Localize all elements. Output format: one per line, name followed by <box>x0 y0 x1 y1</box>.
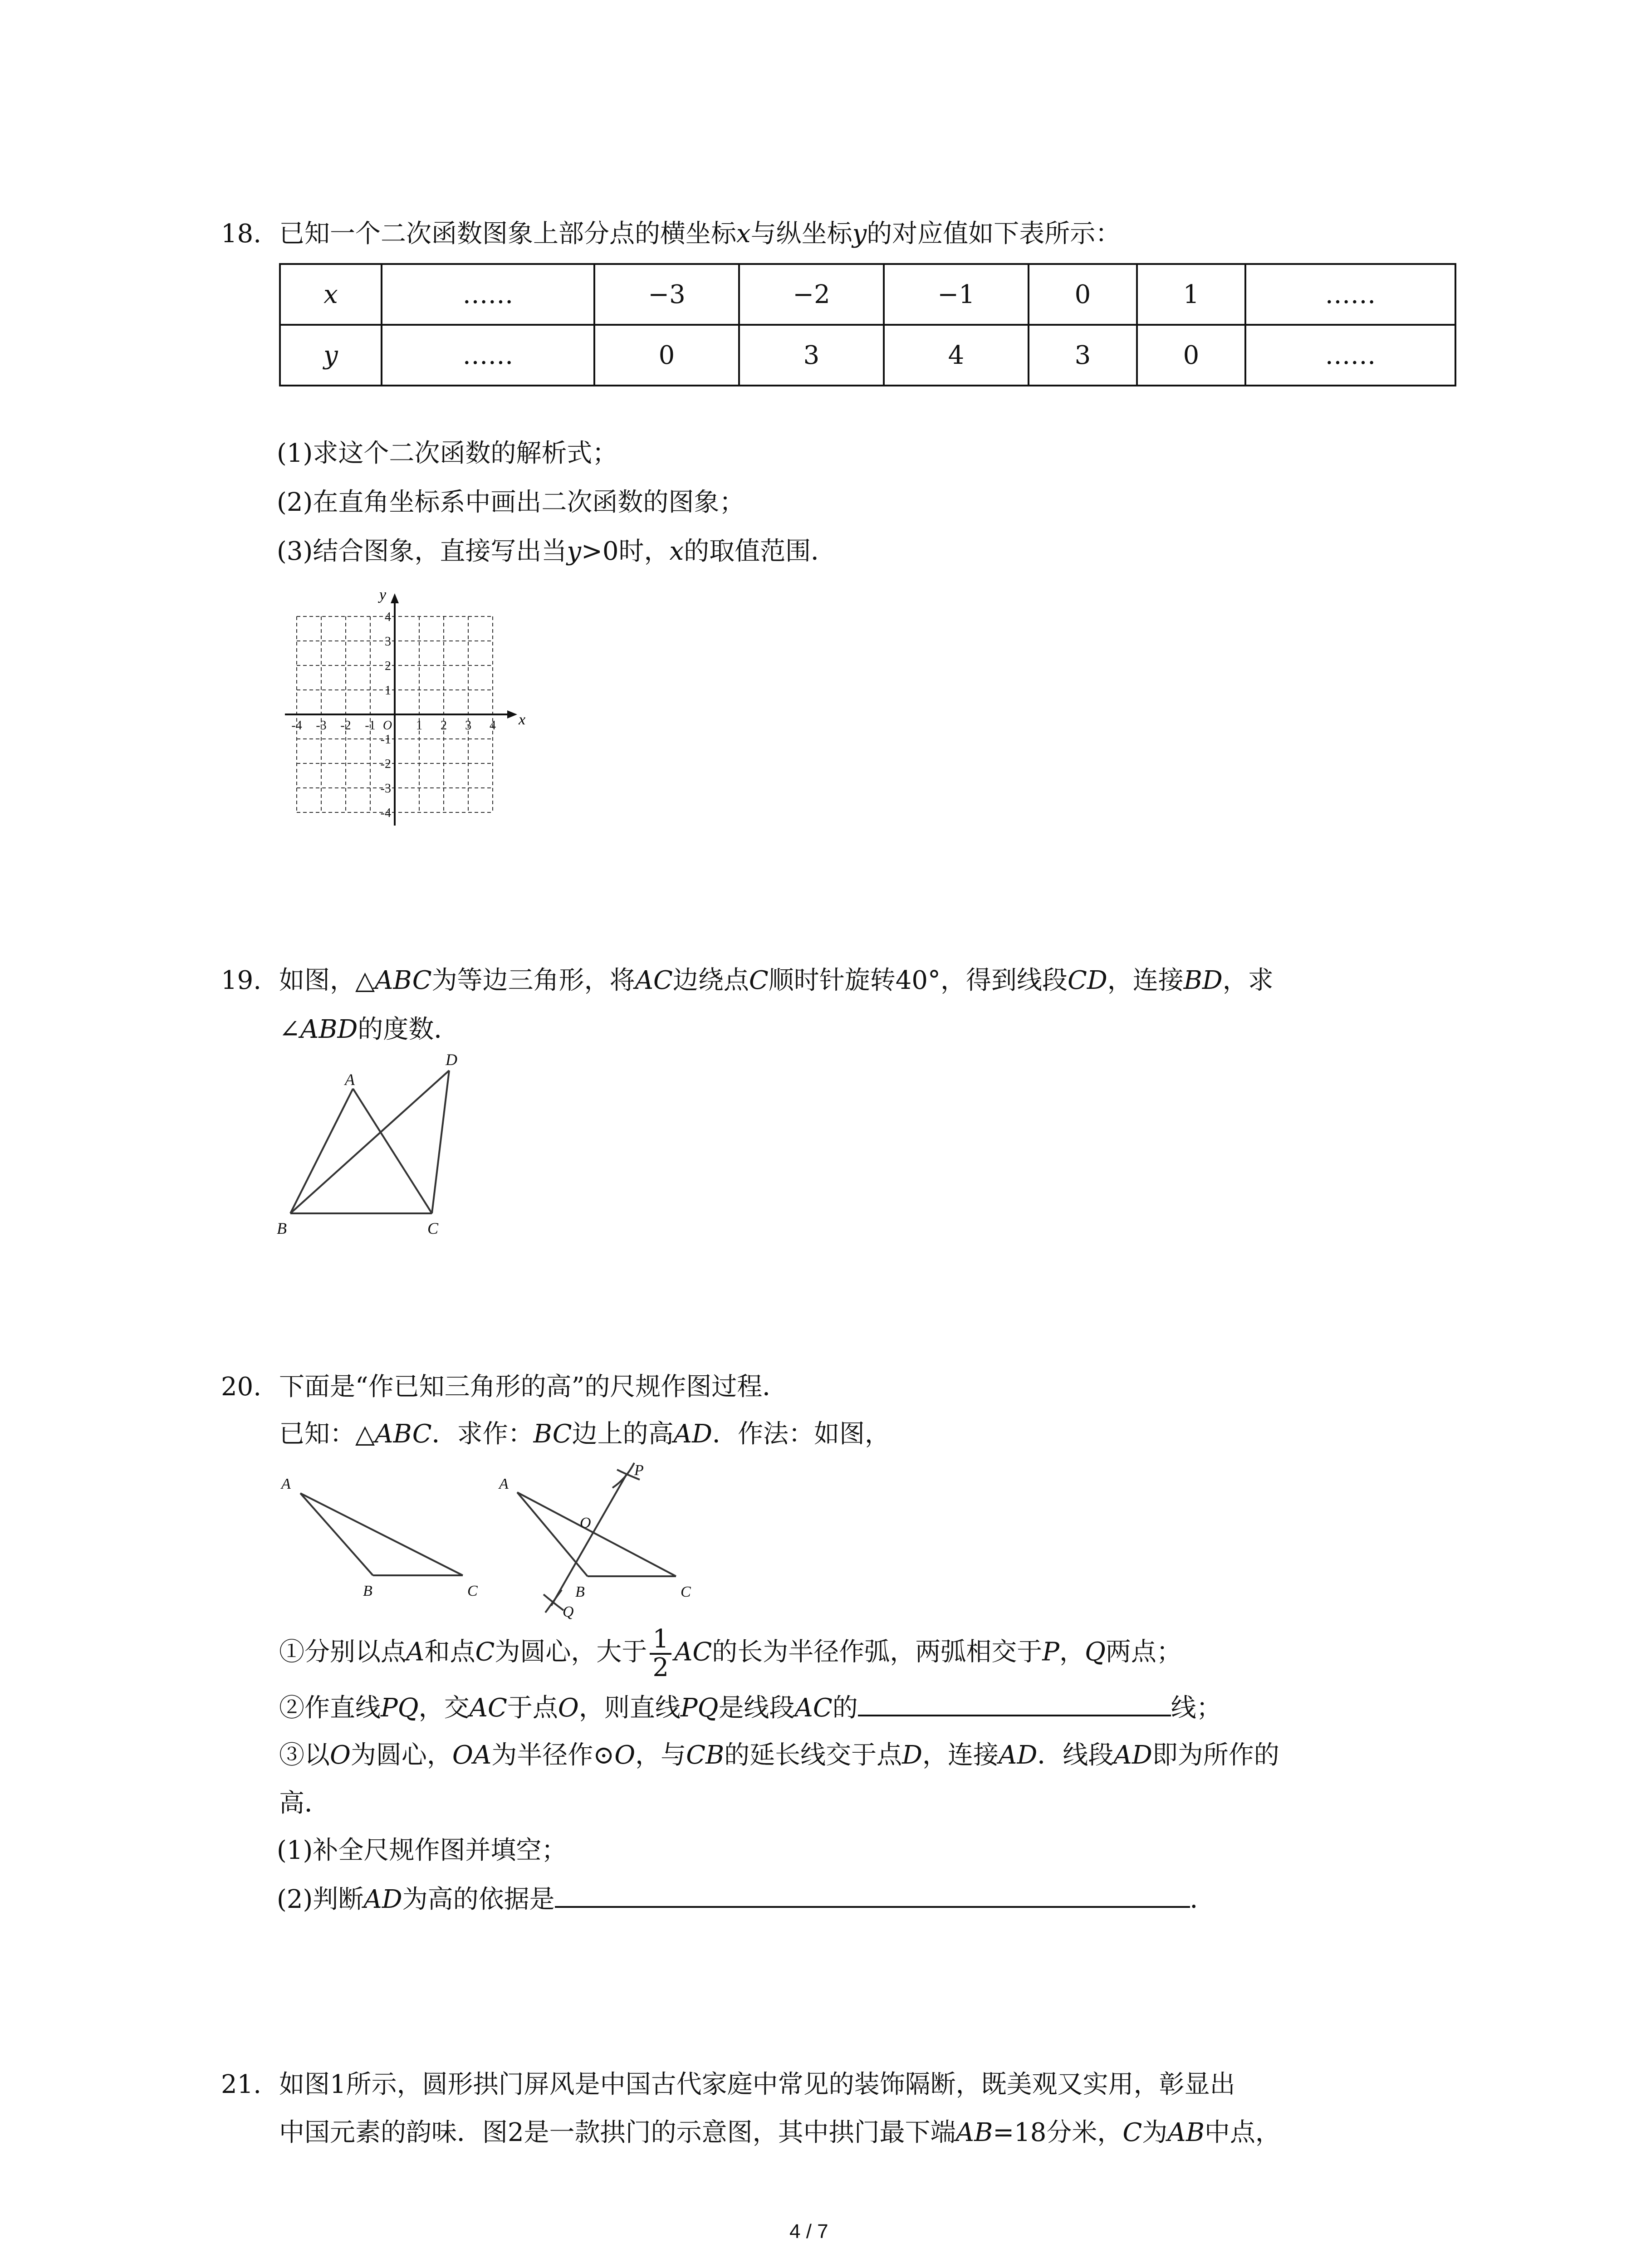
segment-cd <box>432 1070 449 1213</box>
segment-ac <box>517 1492 676 1576</box>
question-20-part-1: (1)补全尺规作图并填空； <box>277 1836 567 1865</box>
table-cell: …… <box>1245 325 1455 386</box>
segment-ab <box>290 1089 353 1213</box>
point-b-label: B <box>363 1583 372 1597</box>
point-p-label: P <box>634 1462 644 1479</box>
point-c-label: C <box>467 1583 478 1597</box>
x-tick-label: -2 <box>340 719 351 733</box>
question-19-stem-line-2: ∠ABD的度数． <box>279 1015 460 1044</box>
triangle-abcd-figure <box>268 1043 485 1243</box>
y-tick-label: 1 <box>385 684 391 698</box>
coordinate-grid-figure <box>277 567 531 830</box>
point-a-label: A <box>499 1476 509 1492</box>
point-a-label: A <box>345 1070 355 1089</box>
x-axis-label: x <box>519 711 526 728</box>
construction-step-3: ③以O为圆心，OA为半径作⊙O，与CB的延长线交于点D，连接AD．线段AD即为所作的 <box>279 1740 1279 1770</box>
question-18-part-2: (2)在直角坐标系中画出二次函数的图象； <box>277 488 745 517</box>
question-20-stem-line-2: 已知：△ABC．求作：BC边上的高AD．作法：如图， <box>279 1419 890 1449</box>
question-18-part-3: (3)结合图象，直接写出当y>0时，x的取值范围． <box>277 537 837 566</box>
table-cell: −3 <box>594 264 739 325</box>
construction-step-1: ①分别以点A和点C为圆心，大于 $\frac{1}{2}$ AC的长为半径作弧，两弧相交于P，Q两点； <box>279 1624 1182 1682</box>
x-tick-label: -3 <box>316 719 327 733</box>
y-axis-arrow <box>391 593 399 603</box>
fraction-one-half: $\frac{1}{2}$ <box>650 1626 671 1681</box>
x-tick-label: 2 <box>441 719 447 733</box>
construction-step-3-continued: 高． <box>279 1789 330 1818</box>
table-cell: …… <box>1245 264 1455 325</box>
table-cell: −2 <box>739 264 884 325</box>
x-tick-label: -4 <box>291 719 302 733</box>
x-tick-label: -1 <box>365 719 376 733</box>
table-cell: −1 <box>884 264 1029 325</box>
point-c-label: C <box>681 1584 691 1600</box>
y-tick-label: -2 <box>380 757 391 771</box>
segment-ab <box>517 1492 588 1576</box>
y-tick-label: -4 <box>380 806 391 820</box>
table-cell: …… <box>382 325 594 386</box>
construction-step-2: ②作直线PQ，交AC于点O，则直线PQ是线段AC的 线； <box>279 1692 1222 1723</box>
table-cell: 4 <box>884 325 1029 386</box>
question-20-part-2: (2)判断AD为高的依据是 ． <box>277 1883 1215 1914</box>
table-cell: 1 <box>1137 264 1245 325</box>
question-18-stem: 已知一个二次函数图象上部分点的横坐标x与纵坐标y的对应值如下表所示： <box>279 219 1121 249</box>
value-table <box>279 263 1456 386</box>
segment-ab <box>300 1493 373 1575</box>
question-20-stem-line-1: 下面是“作已知三角形的高”的尺规作图过程． <box>279 1372 788 1402</box>
question-18-part-1: (1)求这个二次函数的解析式； <box>277 439 618 468</box>
table-cell: 0 <box>1137 325 1245 386</box>
x-axis-arrow <box>507 710 517 719</box>
line-pq <box>551 1475 626 1606</box>
y-tick-label: -1 <box>380 733 391 747</box>
point-d-label: D <box>446 1051 457 1069</box>
table-cell: 0 <box>1029 264 1137 325</box>
y-axis-label: y <box>379 587 387 603</box>
point-b-label: B <box>575 1584 585 1600</box>
segment-ac <box>300 1493 463 1575</box>
table-cell: y <box>280 325 382 386</box>
table-cell: 3 <box>1029 325 1137 386</box>
table-row-x <box>280 264 1455 325</box>
page-number: 4 / 7 <box>789 2220 828 2243</box>
origin-label: O <box>382 719 392 733</box>
y-tick-label: 4 <box>385 610 391 624</box>
table-cell: x <box>280 264 382 325</box>
question-19-stem-line-1: 如图，△ABC为等边三角形，将AC边绕点C顺时针旋转40°，得到线段CD，连接BD，求 <box>279 966 1274 995</box>
question-21-stem-line-2: 中国元素的韵味．图2是一款拱门的示意图，其中拱门最下端AB=18分米，C为AB中点， <box>279 2118 1281 2147</box>
point-o-label: O <box>580 1515 591 1531</box>
x-tick-label: 4 <box>490 719 496 733</box>
arc-near-q <box>545 1590 562 1613</box>
question-20-number: 20. <box>221 1372 262 1402</box>
question-19-number: 19. <box>221 966 262 995</box>
triangle-abc-figure-1 <box>272 1461 499 1597</box>
point-a-label: A <box>281 1476 291 1492</box>
table-cell: 0 <box>594 325 739 386</box>
x-tick-label: 1 <box>416 719 422 733</box>
answer-blank-reason[interactable] <box>555 1883 1190 1908</box>
point-c-label: C <box>427 1219 439 1237</box>
y-tick-label: 2 <box>385 659 391 673</box>
segment-ac <box>353 1089 432 1213</box>
answer-blank-line-type[interactable] <box>858 1692 1171 1716</box>
x-tick-label: 3 <box>465 719 471 733</box>
question-18-number: 18. <box>221 219 262 249</box>
table-cell: …… <box>382 264 594 325</box>
question-21-stem-line-1: 如图1所示，圆形拱门屏风是中国古代家庭中常见的装饰隔断，既美观又实用，彰显出 <box>279 2070 1235 2099</box>
table-cell: 3 <box>739 325 884 386</box>
point-q-label: Q <box>563 1603 574 1619</box>
table-row-y <box>280 325 1455 386</box>
y-tick-label: -3 <box>380 782 391 796</box>
segment-bd <box>290 1070 449 1213</box>
point-b-label: B <box>277 1219 287 1237</box>
construction-figure-2 <box>490 1452 744 1619</box>
y-tick-label: 3 <box>385 635 391 649</box>
question-21-number: 21. <box>221 2070 262 2099</box>
